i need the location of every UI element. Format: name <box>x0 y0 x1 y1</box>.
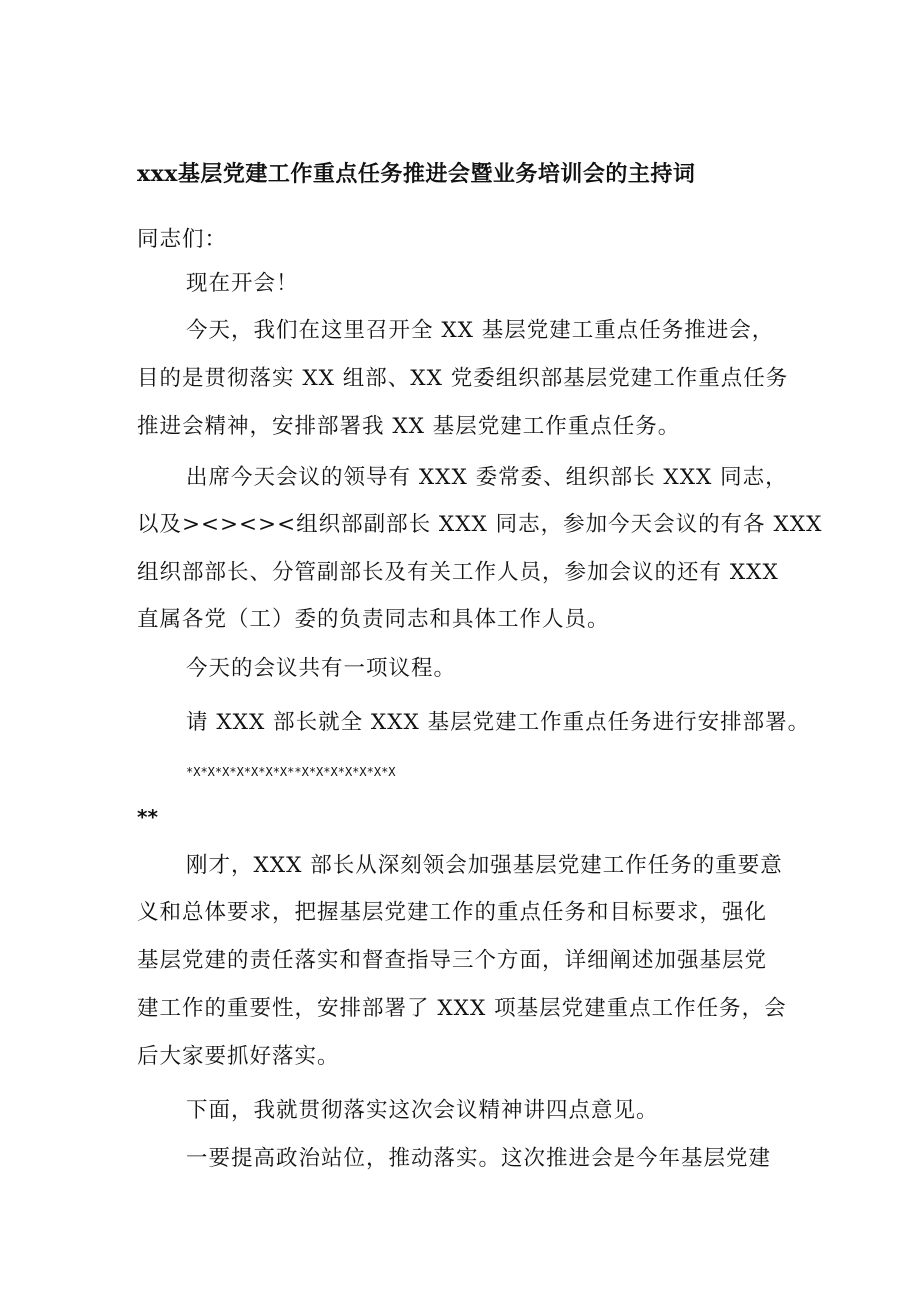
paragraph-2-line-3: 组织部部长、分管副部长及有关工作人员，参加会议的还有 XXX <box>137 560 779 585</box>
paragraph-2-line-2: 以及><><><组织部副部长 XXX 同志，参加今天会议的有各 XXX <box>137 512 823 537</box>
separator-small-stars: *X*X*X*X*X*X*X**X*X*X*X*X*X*X <box>186 765 396 779</box>
paragraph-1-line-2: 目的是贯彻落实 XX 组部、XX 党委组织部基层党建工作重点任务 <box>137 366 789 391</box>
paragraph-2-line-4: 直属各党（工）委的负责同志和具体工作人员。 <box>137 607 610 632</box>
paragraph-2-line-1: 出席今天会议的领导有 XXX 委常委、组织部长 XXX 同志， <box>186 465 788 490</box>
document-title: xxx基层党建工作重点任务推进会暨业务培训会的主持词 <box>137 161 696 187</box>
paragraph-5-line-3: 基层党建的责任落实和督查指导三个方面，详细阐述加强基层党 <box>137 948 768 973</box>
paragraph-7-line-1: 一要提高政治站位，推动落实。这次推进会是今年基层党建 <box>186 1146 772 1171</box>
paragraph-3: 今天的会议共有一项议程。 <box>186 656 457 681</box>
opening-line: 现在开会！ <box>186 271 299 296</box>
salutation: 同志们： <box>137 227 228 252</box>
paragraph-5-line-4: 建工作的重要性，安排部署了 XXX 项基层党建重点工作任务，会 <box>137 996 787 1021</box>
paragraph-5-line-2: 义和总体要求，把握基层党建工作的重点任务和目标要求，强化 <box>137 900 768 925</box>
paragraph-1-line-3: 推进会精神，安排部署我 XX 基层党建工作重点任务。 <box>137 414 681 439</box>
separator-bold-stars: ** <box>137 805 158 829</box>
paragraph-4: 请 XXX 部长就全 XXX 基层党建工作重点任务进行安排部署。 <box>186 710 811 735</box>
paragraph-1-line-1: 今天，我们在这里召开全 XX 基层党建工重点任务推进会， <box>186 318 775 343</box>
paragraph-5-line-5: 后大家要抓好落实。 <box>137 1044 340 1069</box>
paragraph-5-line-1: 刚才，XXX 部长从深刻领会加强基层党建工作任务的重要意 <box>186 853 783 878</box>
paragraph-6: 下面，我就贯彻落实这次会议精神讲四点意见。 <box>186 1098 659 1123</box>
